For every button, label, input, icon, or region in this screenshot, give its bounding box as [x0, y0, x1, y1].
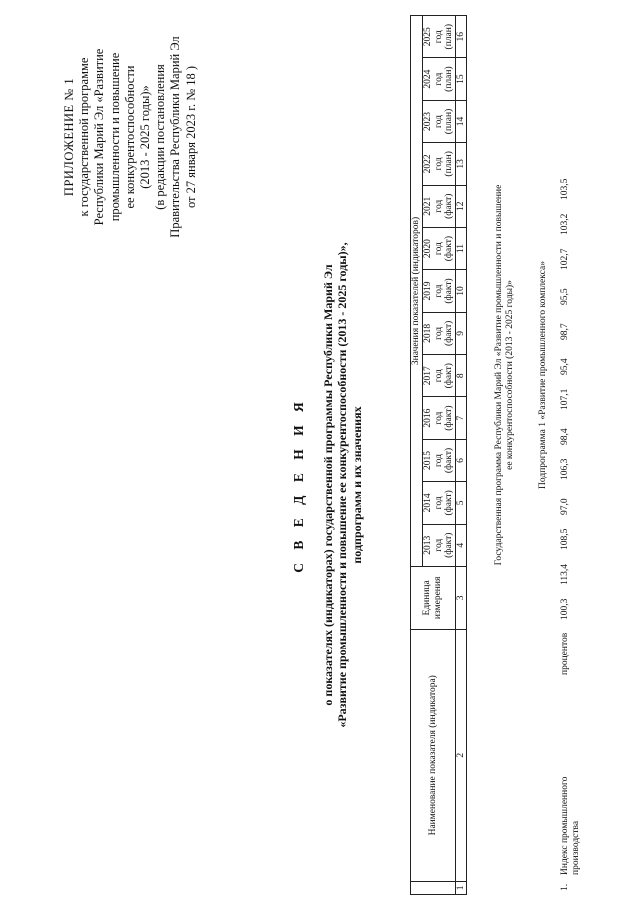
- year-kind: (факт): [444, 447, 454, 474]
- row-value: 103,5: [560, 178, 570, 200]
- appendix-line: промышленности и повышение: [107, 52, 122, 222]
- year-g: год: [433, 114, 444, 128]
- row-unit: процентов: [560, 632, 570, 675]
- row-value: 102,7: [560, 248, 570, 270]
- year-g: год: [433, 369, 444, 383]
- column-number: 16: [455, 16, 467, 58]
- year-kind: (факт): [444, 235, 454, 262]
- year-g: год: [433, 453, 444, 467]
- year-year: 2025: [423, 27, 433, 47]
- document-title: С В Е Д Е Н И Я: [291, 397, 306, 573]
- column-number: 4: [455, 524, 467, 566]
- year-kind: (факт): [444, 405, 454, 431]
- year-kind: (факт): [444, 490, 454, 516]
- row-value: 108,5: [560, 528, 570, 550]
- header-year-2020: [423, 227, 456, 269]
- year-kind: (факт): [444, 320, 454, 347]
- year-g: год: [433, 538, 444, 552]
- year-kind: (факт): [444, 363, 454, 389]
- year-g: год: [433, 496, 444, 510]
- year-g: год: [433, 157, 444, 171]
- header-year-2024: [423, 58, 456, 100]
- column-number: 15: [455, 58, 467, 100]
- column-number: 1: [455, 881, 467, 894]
- year-year: 2020: [423, 239, 433, 259]
- heading-line: подпрограмм и их значениях: [349, 406, 364, 564]
- header-values: Значения показателей (индикаторов): [411, 16, 423, 567]
- document-heading: [292, 225, 364, 745]
- year-year: 2014: [423, 493, 433, 513]
- year-kind: (план): [444, 151, 454, 177]
- column-number: 3: [455, 566, 467, 629]
- column-number-row: [455, 16, 467, 895]
- row-value: 98,4: [560, 428, 570, 445]
- header-year-2017: [423, 355, 456, 397]
- heading-line: о показателях (индикаторах) государственной программы Республики Марий Эл: [320, 264, 335, 706]
- year-g: год: [433, 284, 444, 298]
- appendix-line: (в редакции постановления: [153, 64, 168, 210]
- year-kind: (план): [444, 66, 454, 92]
- header-year-2019: [423, 270, 456, 312]
- header-year-2018: [423, 312, 456, 354]
- program-title-line: Государственная программа Республики Марий Эл «Развитие промышленности и повышение: [494, 184, 504, 566]
- header-year-2016: [423, 397, 456, 439]
- year-g: год: [433, 411, 444, 425]
- appendix-line: ее конкурентоспособности: [122, 65, 137, 209]
- row-value: 103,2: [560, 213, 570, 235]
- row-value: 113,4: [560, 563, 570, 585]
- column-number: 6: [455, 439, 467, 481]
- header-num: [411, 881, 456, 894]
- row-value: 106,3: [560, 458, 570, 480]
- row-value: 100,3: [560, 598, 570, 620]
- row-value: 97,0: [560, 498, 570, 515]
- year-g: год: [433, 242, 444, 256]
- year-year: 2013: [423, 535, 433, 555]
- appendix-line: к государственной программе: [77, 57, 92, 217]
- column-number: 9: [455, 312, 467, 354]
- row-value: 95,4: [560, 358, 570, 375]
- indicator-name-line: Индекс промышленного: [560, 776, 570, 875]
- year-year: 2024: [423, 69, 433, 89]
- header-year-2025: [423, 16, 456, 58]
- header-year-2021: [423, 185, 456, 227]
- year-kind: (план): [444, 108, 454, 135]
- heading-line: «Развитие промышленности и повышение ее конкурентоспособности (2013 - 2025 годы)»,: [335, 242, 349, 728]
- appendix-line: от 27 января 2023 г. № 18 ): [183, 65, 198, 209]
- appendix-line: (2013 - 2025 годы)»: [138, 85, 153, 189]
- header-year-2015: [423, 439, 456, 481]
- year-year: 2018: [423, 323, 433, 343]
- row-value: 107,1: [560, 388, 570, 410]
- indicator-name-line: производства: [571, 820, 581, 875]
- column-number: 5: [455, 482, 467, 524]
- year-year: 2019: [423, 281, 433, 301]
- appendix-line: ПРИЛОЖЕНИЕ № 1: [62, 77, 76, 197]
- year-g: год: [433, 326, 444, 340]
- row-value: 95,5: [560, 288, 570, 305]
- column-number: 13: [455, 143, 467, 185]
- appendix-line: Республики Марий Эл «Развитие: [92, 48, 107, 226]
- header-year-2022: [423, 143, 456, 185]
- data-row-1: [560, 15, 600, 895]
- column-number: 14: [455, 100, 467, 142]
- header-year-2013: [423, 524, 456, 566]
- subprogram-section-title: Подпрограмма 1 «Развитие промышленного комплекса»: [538, 261, 548, 489]
- program-section-title: [494, 165, 516, 585]
- program-title-line: ее конкурентоспособности (2013 - 2025 годы)»: [505, 280, 515, 470]
- row-value: 98,7: [560, 323, 570, 340]
- year-year: 2015: [423, 450, 433, 470]
- row-indicator-name: [560, 777, 582, 875]
- year-kind: (факт): [444, 193, 454, 219]
- year-kind: (план): [444, 23, 454, 50]
- column-number: 11: [455, 227, 467, 269]
- year-kind: (факт): [444, 532, 454, 558]
- column-number: 10: [455, 270, 467, 312]
- indicators-table: [410, 15, 467, 895]
- year-year: 2017: [423, 366, 433, 386]
- year-g: год: [433, 199, 444, 213]
- header-indicator-name: Наименование показателя (индикатора): [411, 629, 456, 881]
- column-number: 12: [455, 185, 467, 227]
- appendix-block: [62, 17, 199, 257]
- year-year: 2022: [423, 154, 433, 174]
- year-kind: (факт): [444, 278, 454, 304]
- header-year-2023: [423, 100, 456, 142]
- year-year: 2021: [423, 196, 433, 216]
- year-year: 2016: [423, 408, 433, 428]
- column-number: 7: [455, 397, 467, 439]
- year-year: 2023: [423, 111, 433, 131]
- header-unit: Единица измерения: [411, 566, 456, 629]
- appendix-line: Правительства Республики Марий Эл: [168, 36, 183, 238]
- year-g: год: [433, 72, 444, 86]
- row-number: 1.: [560, 883, 570, 891]
- year-g: год: [433, 30, 444, 44]
- header-year-2014: [423, 482, 456, 524]
- column-number: 8: [455, 355, 467, 397]
- column-number: 2: [455, 629, 467, 881]
